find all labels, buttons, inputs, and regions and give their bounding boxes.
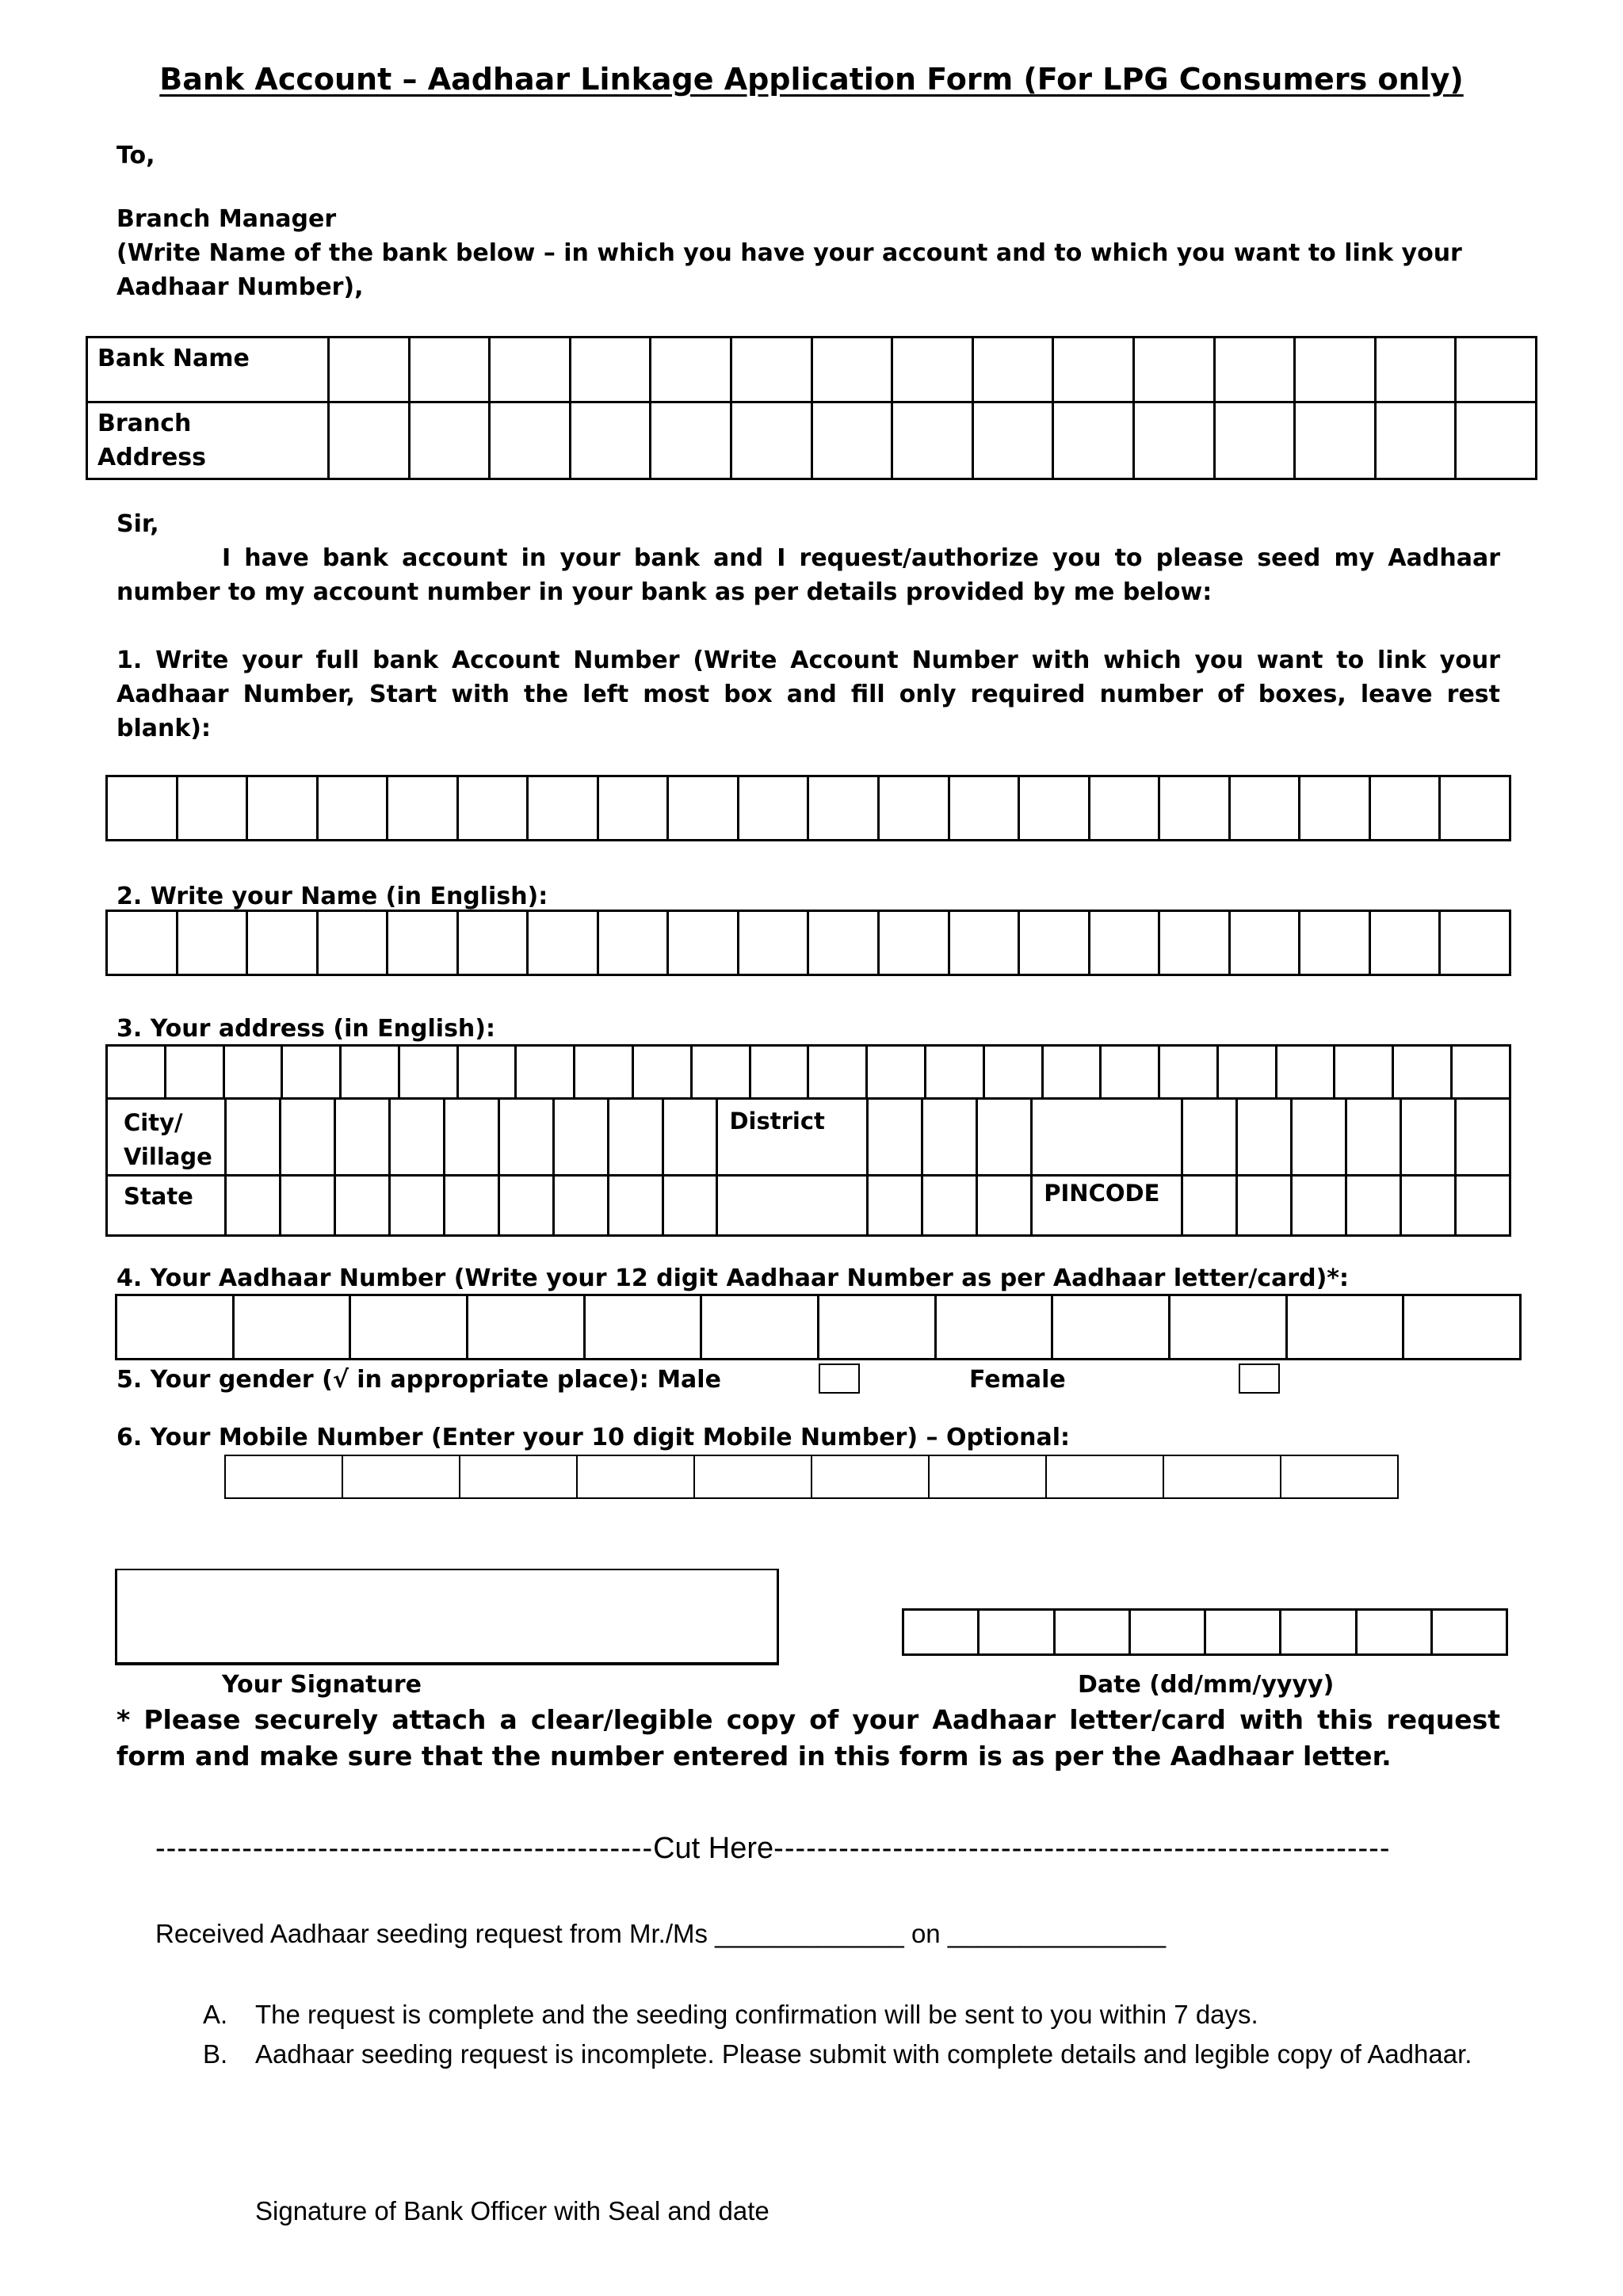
name-letter-box[interactable]: [317, 911, 388, 975]
date-boxes: [902, 1608, 1508, 1656]
bank-name-box[interactable]: [1053, 338, 1134, 402]
male-checkbox[interactable]: [819, 1363, 860, 1394]
q1-account-number-text: 1. Write your full bank Account Number (Write Account Number with which you want to link your Aadhaar Number, Start with the left most box and fill only required number of boxes, leave rest blank):: [116, 646, 1500, 742]
city-box[interactable]: [334, 1099, 389, 1176]
account-digit-box[interactable]: [668, 776, 739, 841]
state-box[interactable]: [717, 1176, 868, 1236]
address-char-box[interactable]: [399, 1046, 457, 1099]
address-char-box[interactable]: [341, 1046, 399, 1099]
mobile-digit-box[interactable]: [694, 1455, 812, 1498]
address-char-box[interactable]: [1335, 1046, 1393, 1099]
name-boxes: [105, 910, 1511, 976]
account-number-boxes: [105, 775, 1511, 841]
address-char-box[interactable]: [1393, 1046, 1452, 1099]
date-digit-box[interactable]: [1281, 1610, 1356, 1655]
q3-address-text: 3. Your address (in English):: [116, 1015, 495, 1043]
mobile-number-boxes: [224, 1455, 1399, 1499]
branch-address-box[interactable]: [651, 402, 731, 479]
receipt-status-list: [203, 1995, 1499, 2074]
account-digit-box[interactable]: [1300, 776, 1370, 841]
address-city-state-grid: [105, 1097, 1511, 1237]
aadhaar-digit-box[interactable]: [1403, 1295, 1521, 1360]
address-char-box[interactable]: [925, 1046, 983, 1099]
branch-address-box[interactable]: [812, 402, 892, 479]
state-box[interactable]: [389, 1176, 444, 1236]
date-digit-box[interactable]: [979, 1610, 1054, 1655]
mobile-digit-box[interactable]: [577, 1455, 694, 1498]
account-digit-box[interactable]: [738, 776, 808, 841]
name-letter-box[interactable]: [598, 911, 668, 975]
list-item-text: Aadhaar seeding request is incomplete. Please submit with complete details and legible copy of Aadhaar.: [255, 2039, 1472, 2069]
aadhaar-number-boxes: [115, 1294, 1522, 1360]
pincode-box[interactable]: [1455, 1176, 1510, 1236]
address-char-box[interactable]: [808, 1046, 867, 1099]
female-label: Female: [969, 1366, 1066, 1394]
aadhaar-digit-box[interactable]: [1286, 1295, 1403, 1360]
bank-name-label: Bank Name: [87, 338, 329, 402]
list-item: [203, 1995, 1499, 2035]
date-digit-box[interactable]: [1431, 1610, 1507, 1655]
branch-address-box[interactable]: [1456, 402, 1537, 479]
bank-name-row: [87, 338, 1537, 402]
address-char-box[interactable]: [223, 1046, 282, 1099]
city-box[interactable]: [498, 1099, 553, 1176]
aadhaar-digit-box[interactable]: [584, 1295, 701, 1360]
branch-address-box[interactable]: [409, 402, 490, 479]
account-digit-box[interactable]: [1369, 776, 1440, 841]
district-box[interactable]: [1455, 1099, 1510, 1176]
address-char-box[interactable]: [1217, 1046, 1276, 1099]
state-box[interactable]: [977, 1176, 1032, 1236]
account-digit-box[interactable]: [1440, 776, 1510, 841]
name-letter-box[interactable]: [528, 911, 598, 975]
mobile-digit-box[interactable]: [929, 1455, 1046, 1498]
q4-aadhaar-text: 4. Your Aadhaar Number (Write your 12 digit Aadhaar Number as per Aadhaar letter/card)*:: [116, 1264, 1349, 1292]
pincode-box[interactable]: [1182, 1176, 1237, 1236]
name-letter-box[interactable]: [1159, 911, 1230, 975]
state-box[interactable]: [608, 1176, 663, 1236]
mobile-digit-box[interactable]: [812, 1455, 929, 1498]
district-box[interactable]: [977, 1099, 1032, 1176]
aadhaar-digit-box[interactable]: [818, 1295, 935, 1360]
name-letter-box[interactable]: [949, 911, 1019, 975]
mobile-digit-box[interactable]: [1046, 1455, 1163, 1498]
address-char-box[interactable]: [107, 1046, 166, 1099]
city-box[interactable]: [389, 1099, 444, 1176]
bank-name-box[interactable]: [1133, 338, 1214, 402]
mobile-digit-box[interactable]: [1163, 1455, 1281, 1498]
received-request-text: Received Aadhaar seeding request from Mr./Ms _____________ on _______________: [155, 1919, 1167, 1948]
to-line: To,: [116, 142, 155, 170]
pincode-box[interactable]: [1346, 1176, 1401, 1236]
q2-name-text: 2. Write your Name (in English):: [116, 883, 548, 910]
address-char-box[interactable]: [750, 1046, 808, 1099]
bank-name-box[interactable]: [1214, 338, 1295, 402]
address-char-box[interactable]: [633, 1046, 692, 1099]
account-digit-box[interactable]: [177, 776, 247, 841]
name-letter-box[interactable]: [1300, 911, 1370, 975]
address-line-boxes: [105, 1044, 1511, 1100]
q6-mobile-text: 6. Your Mobile Number (Enter your 10 digit Mobile Number) – Optional:: [116, 1424, 1071, 1451]
date-digit-box[interactable]: [1129, 1610, 1205, 1655]
address-char-box[interactable]: [983, 1046, 1042, 1099]
address-char-box[interactable]: [1042, 1046, 1101, 1099]
state-box[interactable]: [334, 1176, 389, 1236]
city-box[interactable]: [663, 1099, 717, 1176]
account-digit-box[interactable]: [528, 776, 598, 841]
name-letter-box[interactable]: [668, 911, 739, 975]
signature-label: Your Signature: [222, 1671, 422, 1699]
bank-name-box[interactable]: [892, 338, 973, 402]
bank-name-box[interactable]: [1456, 338, 1537, 402]
state-box[interactable]: [553, 1176, 608, 1236]
list-marker: B.: [203, 2039, 228, 2069]
branch-address-box[interactable]: [1375, 402, 1456, 479]
account-digit-box[interactable]: [598, 776, 668, 841]
branch-address-box[interactable]: [329, 402, 410, 479]
city-box[interactable]: [444, 1099, 498, 1176]
account-digit-box[interactable]: [457, 776, 528, 841]
account-digit-box[interactable]: [1019, 776, 1090, 841]
address-char-box[interactable]: [691, 1046, 750, 1099]
pincode-box[interactable]: [1401, 1176, 1456, 1236]
name-letter-box[interactable]: [738, 911, 808, 975]
account-digit-box[interactable]: [1229, 776, 1300, 841]
name-letter-box[interactable]: [107, 911, 178, 975]
name-letter-box[interactable]: [1369, 911, 1440, 975]
q5-gender-text: 5. Your gender (√ in appropriate place): Male: [116, 1366, 721, 1394]
district-box[interactable]: [922, 1099, 977, 1176]
account-digit-box[interactable]: [1159, 776, 1230, 841]
city-village-label: [107, 1099, 226, 1176]
signature-box[interactable]: [115, 1569, 779, 1665]
name-letter-box[interactable]: [247, 911, 318, 975]
aadhaar-digit-box[interactable]: [233, 1295, 350, 1360]
address-char-box[interactable]: [457, 1046, 516, 1099]
account-digit-box[interactable]: [1089, 776, 1159, 841]
branch-address-box[interactable]: [490, 402, 571, 479]
bank-name-box[interactable]: [329, 338, 410, 402]
name-letter-box[interactable]: [388, 911, 458, 975]
address-char-box[interactable]: [1451, 1046, 1510, 1099]
bank-name-box[interactable]: [651, 338, 731, 402]
date-digit-box[interactable]: [1205, 1610, 1281, 1655]
aadhaar-digit-box[interactable]: [935, 1295, 1052, 1360]
cut-dashes-left: ----------------------------------------------: [155, 1832, 654, 1865]
date-digit-box[interactable]: [1054, 1610, 1129, 1655]
aadhaar-digit-box[interactable]: [350, 1295, 468, 1360]
branch-address-box[interactable]: [1053, 402, 1134, 479]
aadhaar-digit-box[interactable]: [467, 1295, 584, 1360]
state-box[interactable]: [226, 1176, 281, 1236]
district-box[interactable]: [1346, 1099, 1401, 1176]
account-digit-box[interactable]: [317, 776, 388, 841]
date-label: Date (dd/mm/yyyy): [1078, 1671, 1335, 1699]
bank-officer-signature: Signature of Bank Officer with Seal and date: [255, 2196, 769, 2225]
branch-address-row: [87, 402, 1537, 479]
branch-address-label-text: Branch Address: [97, 410, 207, 471]
name-letter-box[interactable]: [1089, 911, 1159, 975]
address-char-box[interactable]: [165, 1046, 223, 1099]
district-box[interactable]: [1401, 1099, 1456, 1176]
name-letter-box[interactable]: [1019, 911, 1090, 975]
form-title: Bank Account – Aadhaar Linkage Application Form (For LPG Consumers only): [159, 62, 1464, 97]
female-checkbox[interactable]: [1239, 1363, 1280, 1394]
cut-here-label: Cut Here: [653, 1832, 774, 1865]
account-digit-box[interactable]: [879, 776, 949, 841]
bank-instruction: (Write Name of the bank below – in which you have your account and to which you want to link your Aadhaar Number),: [116, 239, 1462, 301]
bank-name-box[interactable]: [972, 338, 1053, 402]
bank-name-box[interactable]: [812, 338, 892, 402]
branch-manager: Branch Manager: [116, 205, 337, 233]
name-letter-box[interactable]: [1440, 911, 1510, 975]
state-label: State: [107, 1176, 226, 1236]
branch-address-box[interactable]: [1214, 402, 1295, 479]
address-char-box[interactable]: [282, 1046, 341, 1099]
address-char-box[interactable]: [867, 1046, 926, 1099]
address-char-box[interactable]: [1101, 1046, 1159, 1099]
district-box[interactable]: [1237, 1099, 1292, 1176]
address-char-box[interactable]: [1276, 1046, 1335, 1099]
branch-address-label: [87, 402, 329, 479]
name-letter-box[interactable]: [457, 911, 528, 975]
bank-name-box[interactable]: [1295, 338, 1376, 402]
bank-name-box[interactable]: [409, 338, 490, 402]
district-box[interactable]: [1292, 1099, 1346, 1176]
list-item: [203, 2035, 1499, 2074]
city-box[interactable]: [553, 1099, 608, 1176]
name-letter-box[interactable]: [808, 911, 879, 975]
letter-body: I have bank account in your bank and I request/authorize you to please seed my Aadhaar number to my account number in your bank as per details provided by me below:: [116, 544, 1500, 606]
state-box[interactable]: [498, 1176, 553, 1236]
pincode-label: PINCODE: [1032, 1176, 1182, 1236]
bank-name-box[interactable]: [1375, 338, 1456, 402]
city-box[interactable]: [608, 1099, 663, 1176]
address-char-box[interactable]: [516, 1046, 575, 1099]
bank-name-box[interactable]: [490, 338, 571, 402]
address-char-box[interactable]: [575, 1046, 633, 1099]
mobile-digit-box[interactable]: [1281, 1455, 1398, 1498]
aadhaar-digit-box[interactable]: [1169, 1295, 1286, 1360]
branch-address-box[interactable]: [731, 402, 812, 479]
district-box[interactable]: [1032, 1099, 1182, 1176]
pincode-box[interactable]: [1292, 1176, 1346, 1236]
aadhaar-digit-box[interactable]: [701, 1295, 819, 1360]
bank-details-table: [86, 336, 1537, 480]
cut-dashes-right: ---------------------------------------------------------: [773, 1832, 1391, 1865]
list-marker: A.: [203, 2000, 228, 2029]
name-letter-box[interactable]: [1229, 911, 1300, 975]
account-digit-box[interactable]: [808, 776, 879, 841]
pincode-box[interactable]: [1237, 1176, 1292, 1236]
aadhaar-digit-box[interactable]: [116, 1295, 234, 1360]
state-box[interactable]: [868, 1176, 922, 1236]
state-box[interactable]: [922, 1176, 977, 1236]
district-label: District: [717, 1099, 868, 1176]
list-item-text: The request is complete and the seeding confirmation will be sent to you within 7 days.: [255, 2000, 1258, 2029]
branch-address-box[interactable]: [972, 402, 1053, 479]
aadhaar-digit-box[interactable]: [1052, 1295, 1170, 1360]
district-box[interactable]: [868, 1099, 922, 1176]
date-digit-box[interactable]: [903, 1610, 979, 1655]
salutation: Sir,: [116, 510, 159, 538]
state-box[interactable]: [663, 1176, 717, 1236]
address-char-box[interactable]: [1159, 1046, 1218, 1099]
date-digit-box[interactable]: [1356, 1610, 1431, 1655]
name-letter-box[interactable]: [879, 911, 949, 975]
cut-here-line: [155, 1832, 1390, 1866]
city-box[interactable]: [226, 1099, 281, 1176]
mobile-digit-box[interactable]: [342, 1455, 460, 1498]
mobile-digit-box[interactable]: [460, 1455, 577, 1498]
mobile-digit-box[interactable]: [225, 1455, 342, 1498]
account-digit-box[interactable]: [107, 776, 178, 841]
state-box[interactable]: [444, 1176, 498, 1236]
attachment-note: * Please securely attach a clear/legible copy of your Aadhaar letter/card with this request form and make sure that the number entered in this form is as per the Aadhaar letter.: [116, 1704, 1500, 1772]
branch-address-box[interactable]: [892, 402, 973, 479]
bank-name-box[interactable]: [570, 338, 651, 402]
district-box[interactable]: [1182, 1099, 1237, 1176]
account-digit-box[interactable]: [247, 776, 318, 841]
branch-address-box[interactable]: [1295, 402, 1376, 479]
city-box[interactable]: [280, 1099, 334, 1176]
account-digit-box[interactable]: [388, 776, 458, 841]
branch-address-box[interactable]: [570, 402, 651, 479]
state-box[interactable]: [280, 1176, 334, 1236]
bank-name-box[interactable]: [731, 338, 812, 402]
account-digit-box[interactable]: [949, 776, 1019, 841]
city-village-label-text: City/ Village: [124, 1109, 212, 1170]
name-letter-box[interactable]: [177, 911, 247, 975]
branch-address-box[interactable]: [1133, 402, 1214, 479]
